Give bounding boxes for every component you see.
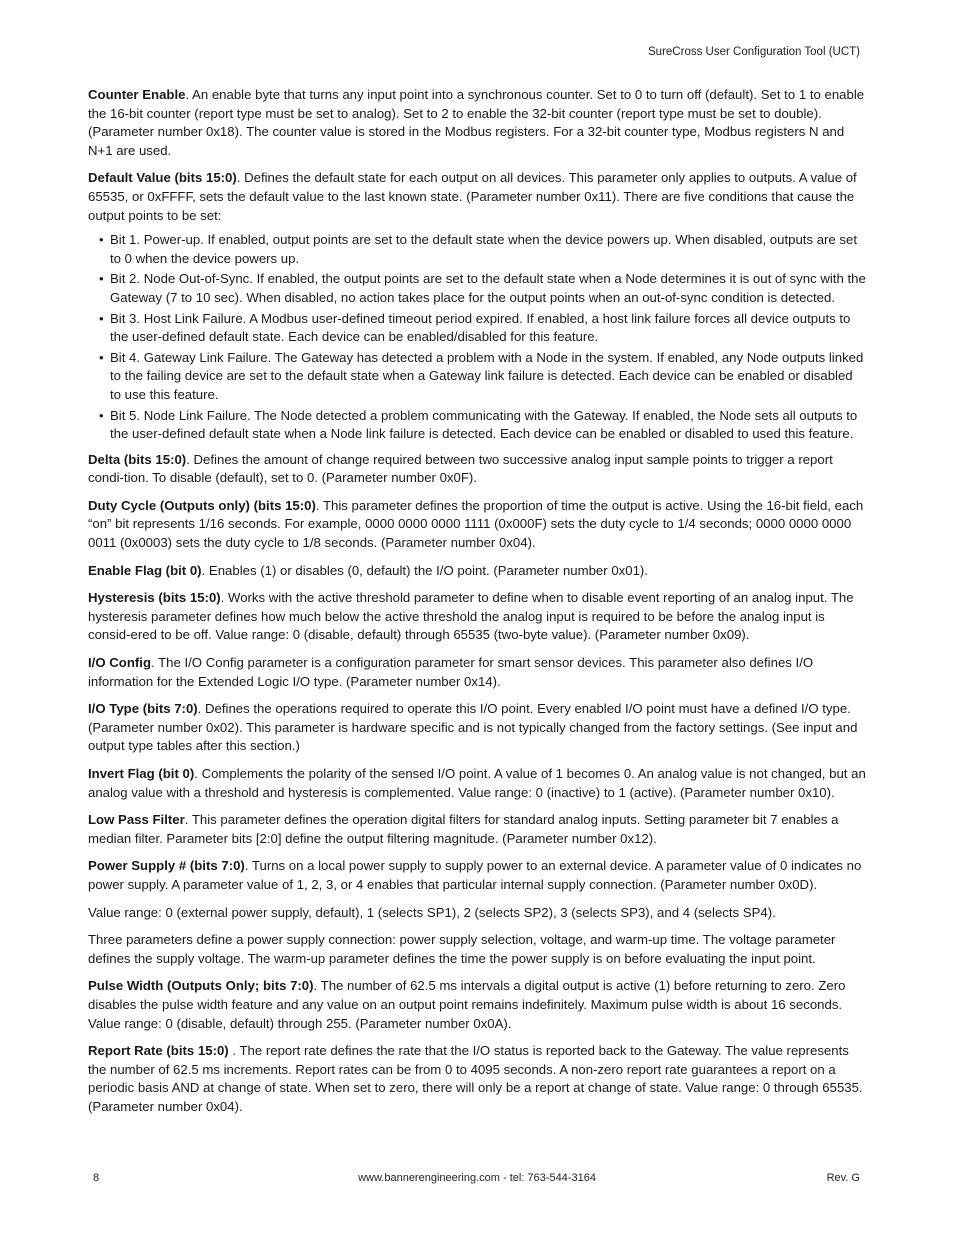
term-description: . The number of 62.5 ms intervals a digital output is active (1) before returning to zero. Zero disables the pulse width feature and any value on an output point remains indefinitely. Maximum pulse width is about 16 seconds. Value range: 0 (disable, default) through 255. (Parameter number 0x0A). <box>88 978 846 1031</box>
paragraph-counter-enable <box>88 86 866 160</box>
term-description: . Defines the amount of change required between two successive analog input sample points to trigger a report condi-tion. To disable (default), set to 0. (Parameter number 0x0F). <box>88 451 833 486</box>
paragraph-default-value <box>88 169 866 225</box>
term-description: . An enable byte that turns any input point into a synchronous counter. Set to 0 to turn off (default). Set to 1 to enable the 16-bit counter (report type must be set to analog). Set to 2 to enable the 32-bit counter (report type must be set to double). (Parameter number 0x18). The counter value is stored in the Modbus registers. For a 32-bit counter type, Modbus registers N and N+1 are used. <box>88 87 865 158</box>
paragraph-delta <box>88 451 866 488</box>
paragraph-enable-flag <box>88 562 866 581</box>
term-label: Delta (bits 15:0) <box>88 451 187 467</box>
term-description: . Defines the default state for each output on all devices. This parameter only applies to outputs. A value of 65535, or 0xFFFF, sets the default value to the last known state. (Parameter number 0x11). There are five conditions that cause the output points to be set: <box>88 170 857 223</box>
term-label: Default Value (bits 15:0) <box>88 170 237 186</box>
term-label: Counter Enable <box>88 87 186 102</box>
term-description: . The I/O Config parameter is a configuration parameter for smart sensor devices. This parameter also defines I/O information for the Extended Logic I/O type. (Parameter number 0x14). <box>88 655 814 689</box>
term-description: . This parameter defines the operation digital filters for standard analog inputs. Setting parameter bit 7 enables a median filter. Parameter bits [2:0] define the output filtering magnitude. (Parameter number 0x12). <box>88 812 839 846</box>
term-label: Low Pass Filter <box>88 812 185 828</box>
term-description: . Turns on a local power supply to supply power to an external device. A parameter value of 0 indicates no power supply. A parameter value of 1, 2, 3, or 4 enables that particular internal supply connection. (Parameter number 0x0D). <box>88 858 862 892</box>
term-label: Report Rate (bits 15:0) <box>88 1043 229 1059</box>
term-description: . Works with the active threshold parameter to define when to disable event reporting of an analog input. The hysteresis parameter defines how much below the active threshold the analog input is required to be before the analog input is consid-ered to be off. Value range: 0 (disable, default) through 65535 (two-byte value). (Parameter number 0x09). <box>88 590 854 643</box>
paragraph-power-supply-value-range: Value range: 0 (external power supply, default), 1 (selects SP1), 2 (selects SP2), 3 (selects SP3), and 4 (selects SP4). <box>88 904 776 920</box>
list-item: • Bit 3. Host Link Failure. A Modbus user-defined timeout period expired. If enabled, a host link failure forces all device outputs to the user-defined default state. Each device can be enabled/disabled for this feature. <box>88 310 866 347</box>
default-value-conditions-list <box>88 231 866 444</box>
list-item: • Bit 4. Gateway Link Failure. The Gateway has detected a problem with a Node in the system. If enabled, any Node outputs linked to the failing device are set to the default state when a Gateway link failure is detected. Each device can be enabled or disabled to use this feature. <box>88 349 866 405</box>
paragraph-hysteresis <box>88 589 866 645</box>
page-number: 8 <box>93 1172 100 1184</box>
term-label: Invert Flag (bit 0) <box>88 766 195 781</box>
revision-label: Rev. G <box>826 1172 860 1184</box>
term-label: Power Supply # (bits 7:0) <box>88 858 245 874</box>
term-label: I/O Config <box>88 655 151 671</box>
term-label: Duty Cycle (Outputs only) (bits 15:0) <box>88 497 316 513</box>
term-description: . This parameter defines the proportion of time the output is active. Using the 16-bit field, each “on” bit represents 1/16 seconds. For example, 0000 0000 0000 1111 (0x000F) sets the duty cycle to 1/4 seconds; 0000 0000 0000 0011 (0x0003) sets the duty cycle to 1/8 seconds. (Parameter number 0x04). <box>88 497 864 551</box>
document-body <box>88 86 866 1126</box>
term-description: . Enables (1) or disables (0, default) the I/O point. (Parameter number 0x01). <box>201 562 648 578</box>
paragraph-power-supply-parameters: Three parameters define a power supply connection: power supply selection, voltage, and warm-up time. The voltage parameter defines the supply voltage. The warm-up parameter defines the time the power supply is on before evaluating the input point. <box>88 932 836 966</box>
term-description: . The report rate defines the rate that the I/O status is reported back to the Gateway. The value represents the number of 62.5 ms increments. Report rates can be from 0 to 4095 seconds. A non-zero report rate guarantees a report on a periodic basis AND at change of state. When set to zero, there will only be a report at change of state. Value range: 0 through 65535. (Parameter number 0x04). <box>88 1043 863 1114</box>
paragraph-power-supply <box>88 857 866 894</box>
paragraph-pulse-width <box>88 977 866 1033</box>
paragraph-invert-flag <box>88 765 866 802</box>
list-item: • Bit 5. Node Link Failure. The Node detected a problem communicating with the Gateway. If enabled, the Node sets all outputs to the user-defined default state when a Node link failure is detected. Each device can be enabled or disabled to used this feature. <box>88 407 866 444</box>
term-label: Pulse Width (Outputs Only; bits 7:0) <box>88 978 314 994</box>
page-header-title: SureCross User Configuration Tool (UCT) <box>648 46 860 58</box>
term-label: Enable Flag (bit 0) <box>88 562 202 578</box>
paragraph-io-type <box>88 700 866 756</box>
list-item: • Bit 1. Power-up. If enabled, output points are set to the default state when the device powers up. When disabled, outputs are set to 0 when the device powers up. <box>88 231 866 268</box>
list-item: • Bit 2. Node Out-of-Sync. If enabled, the output points are set to the default state when a Node determines it is out of sync with the Gateway (7 to 10 sec). When disabled, no action takes place for the output points when an out-of-sync condition is detected. <box>88 270 866 307</box>
paragraph-duty-cycle <box>88 497 866 553</box>
footer-contact: www.bannerengineering.com - tel: 763-544-3164 <box>358 1172 596 1184</box>
paragraph-report-rate <box>88 1042 866 1116</box>
term-description: . Complements the polarity of the sensed I/O point. A value of 1 becomes 0. An analog value is not changed, but an analog value with a threshold and hysteresis is complemented. Value range: 0 (inactive) to 1 (active). (Parameter number 0x10). <box>88 766 866 800</box>
term-label: I/O Type (bits 7:0) <box>88 701 198 717</box>
paragraph-low-pass-filter <box>88 811 866 848</box>
term-label: Hysteresis (bits 15:0) <box>88 590 221 606</box>
term-description: . Defines the operations required to operate this I/O point. Every enabled I/O point must have a defined I/O type. (Parameter number 0x02). This parameter is hardware specific and is not typically changed from the factory settings. (See input and output type tables after this section.) <box>88 701 858 754</box>
paragraph-io-config <box>88 654 866 691</box>
